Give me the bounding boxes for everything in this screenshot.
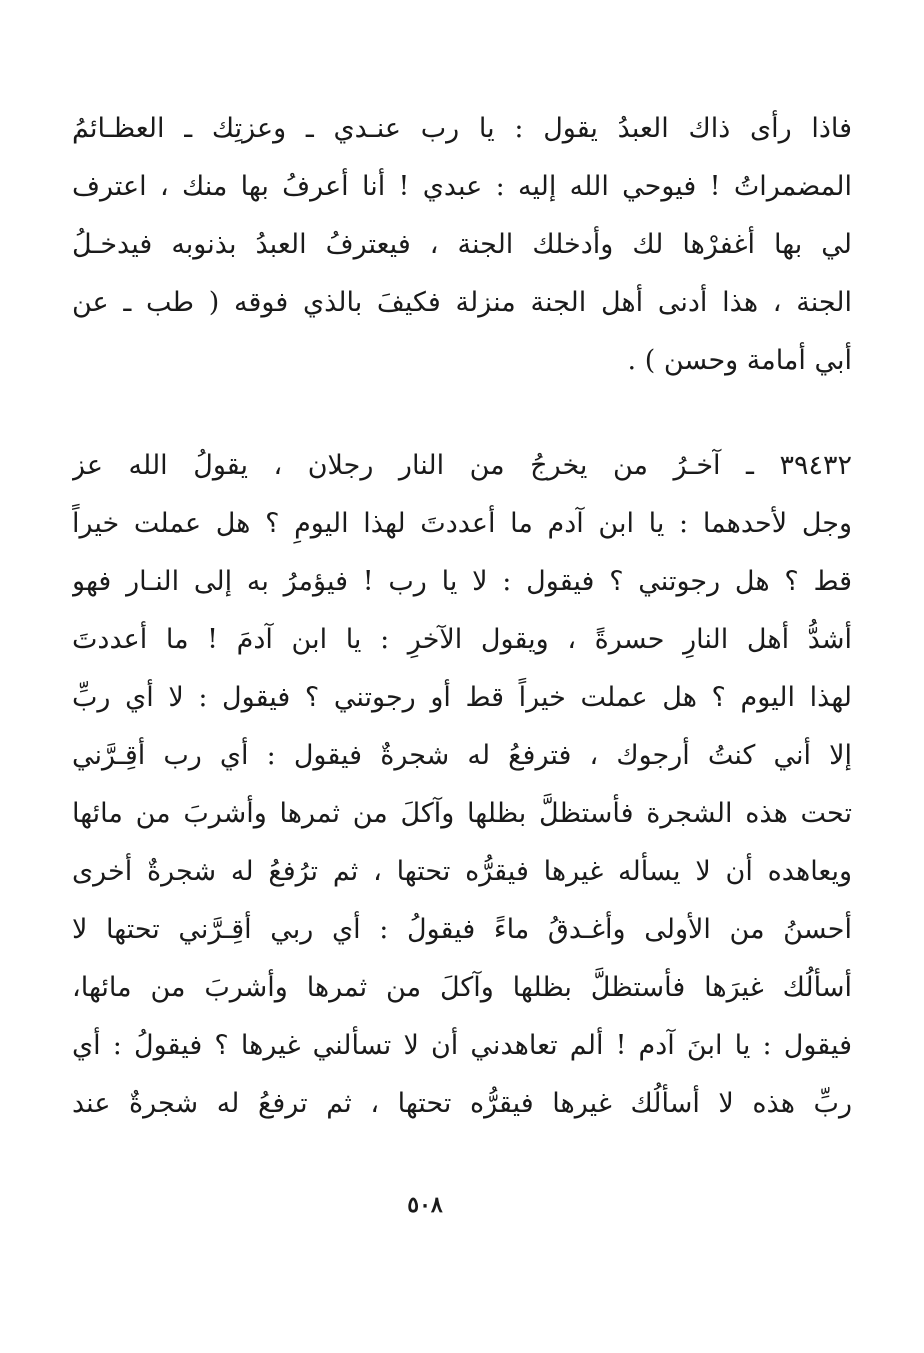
text-line: ربِّ هذه لا أسألُك غيرها فيقرُّه تحتها ، ثم ترفعُ له شجرةٌ عند — [72, 1088, 852, 1119]
text-line: أحسنُ من الأولى وأغـدقُ ماءً فيقولُ : أي ربي أقِـرَّني تحتها لا — [72, 914, 852, 945]
text-line: الجنة ، هذا أدنى أهل الجنة منزلة فكيفَ بالذي فوقه ( طب ـ عن — [72, 287, 852, 318]
text-line: قط ؟ هل رجوتني ؟ فيقول : لا يا رب ! فيؤمرُ به إلى النـار فهو — [72, 566, 852, 597]
page-number: ٥٠٨ — [407, 1192, 443, 1218]
text-line: فيقول : يا ابنَ آدم ! ألم تعاهدني أن لا تسألني غيرها ؟ فيقولُ : أي — [72, 1030, 852, 1061]
text-line: وجل لأحدهما : يا ابن آدم ما أعددتَ لهذا اليومِ ؟ هل عملت خيراً — [72, 508, 852, 539]
paragraph-2 — [72, 437, 852, 1133]
text-line: لي بها أغفرْها لك وأدخلك الجنة ، فيعترفُ العبدُ بذنوبه فيدخـلُ — [72, 229, 852, 260]
text-line: أسألُك غيرَها فأستظلَّ بظلها وآكلَ من ثمرها وأشربَ من مائها، — [72, 972, 852, 1003]
text-line: ويعاهده أن لا يسأله غيرها فيقرُّه تحتها ، ثم ترُفعُ له شجرةٌ أخرى — [72, 856, 852, 887]
text-line: أبي أمامة وحسن ) . — [627, 345, 852, 376]
text-line: تحت هذه الشجرة فأستظلَّ بظلها وآكلَ من ثمرها وأشربَ من مائها — [72, 798, 852, 829]
paragraph-1 — [72, 100, 852, 390]
text-line: لهذا اليوم ؟ هل عملت خيراً قط أو رجوتني ؟ فيقول : لا أي ربِّ — [72, 682, 852, 713]
text-line: إلا أني كنتُ أرجوك ، فترفعُ له شجرةٌ فيقول : أي رب أقِـرَّني — [72, 740, 852, 771]
text-line: ٣٩٤٣٢ ـ آخـرُ من يخرجُ من النار رجلان ، يقولُ الله عز — [72, 450, 852, 481]
text-line: فاذا رأى ذاك العبدُ يقول : يا رب عنـدي ـ وعزتِك ـ العظـائمُ — [72, 113, 852, 144]
text-line: أشدُّ أهل النارِ حسرةً ، ويقول الآخرِ : يا ابن آدمَ ! ما أعددتَ — [72, 624, 852, 655]
text-line: المضمراتُ ! فيوحي الله إليه : عبدي ! أنا أعرفُ بها منك ، اعترف — [72, 171, 852, 202]
